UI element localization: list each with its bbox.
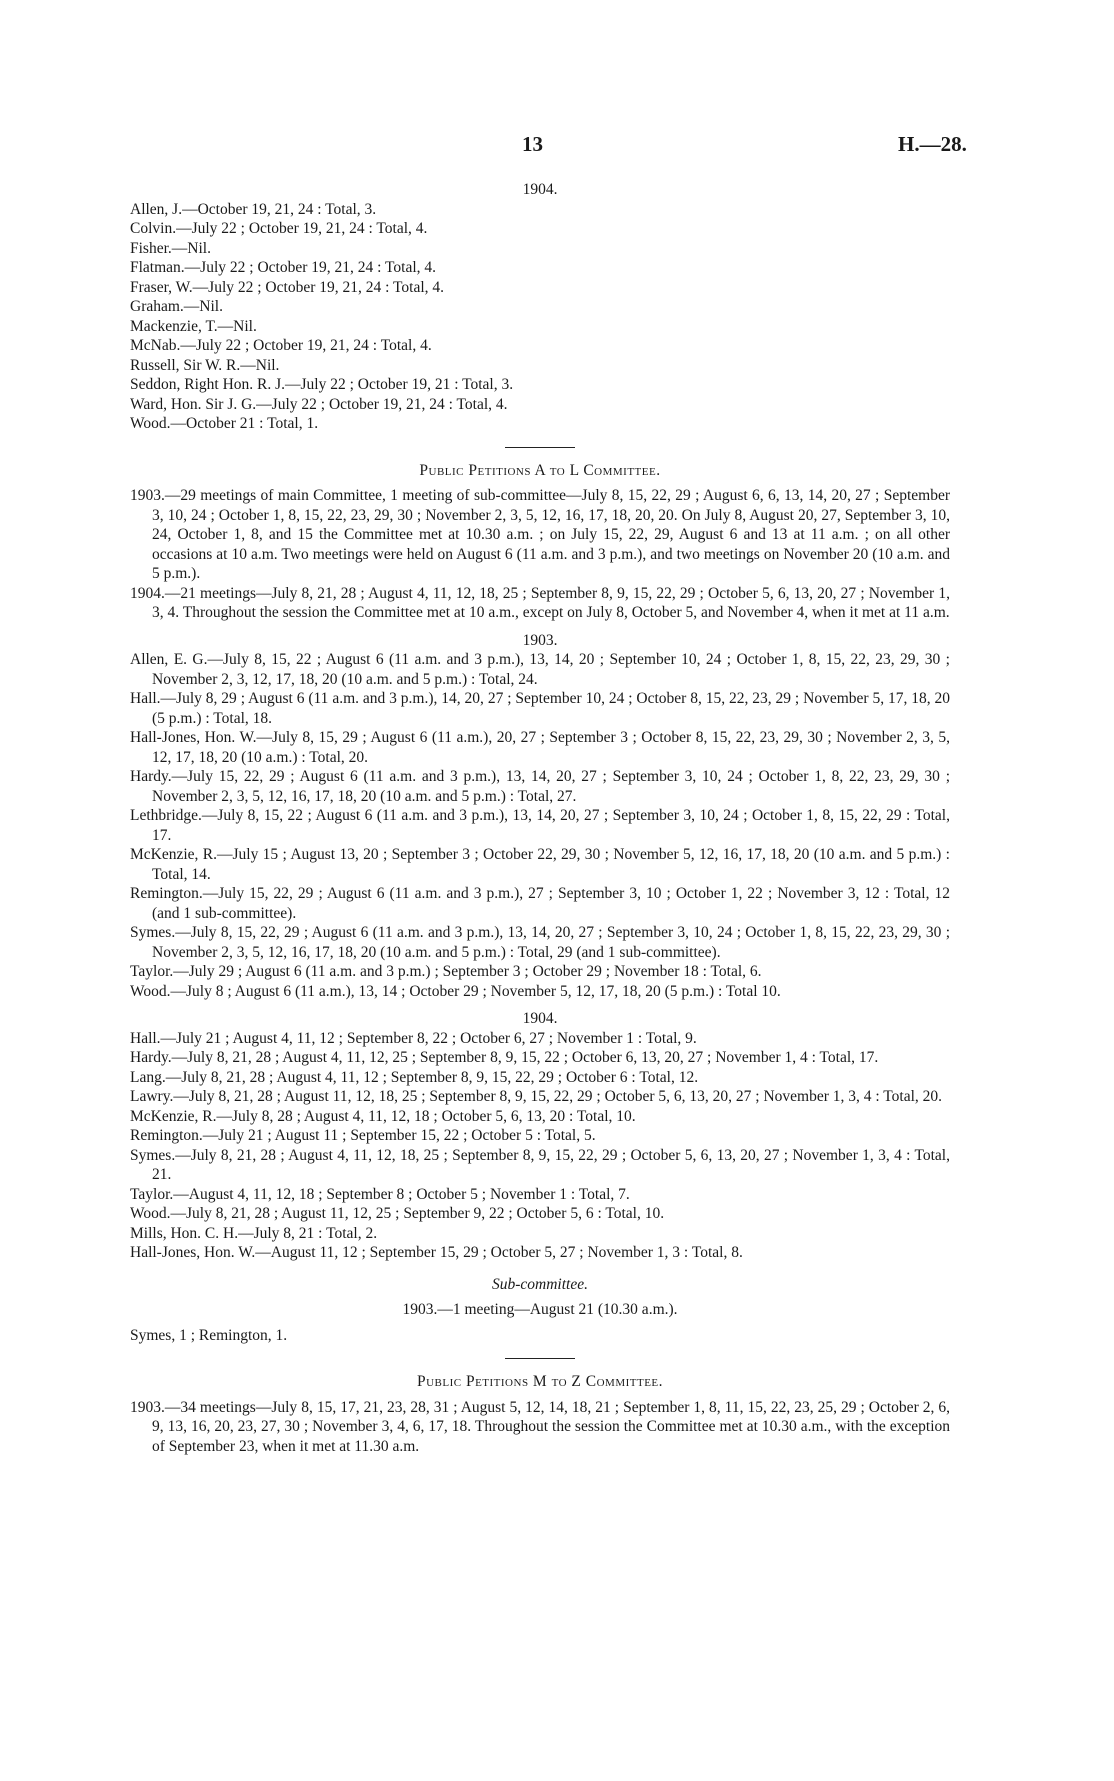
section-title-petitions-a-l: Public Petitions A to L Committee. (419, 461, 661, 479)
list-item: Allen, J.—October 19, 21, 24 : Total, 3. (130, 200, 377, 218)
list-item: Taylor.—July 29 ; August 6 (11 a.m. and 3 p.m.) ; September 3 ; October 29 ; November 18 : Total, 6. (130, 963, 762, 980)
sub-committee-meeting: 1903.—1 meeting—August 21 (10.30 a.m.). (402, 1301, 678, 1318)
list-item: Symes.—July 8, 21, 28 ; August 4, 11, 12, 18, 25 ; September 8, 9, 15, 22, 29 ; October 5, 6, 13, 20, 27 ; November 1, 3, 4 : Total, 21. (130, 1146, 950, 1183)
section-divider (505, 1358, 575, 1359)
list-item: Symes.—July 8, 15, 22, 29 ; August 6 (11 a.m. and 3 p.m.), 13, 14, 20, 27 ; September 3, 10, 24 ; October 1, 8, 15, 22, 23, 29, 30 ; November 2, 3, 5, 12, 16, 17, 18, 20 (10 a.m. and 5 p.m.) : Total, 29 (and 1 sub-committee). (130, 924, 950, 961)
list-item: Allen, E. G.—July 8, 15, 22 ; August 6 (11 a.m. and 3 p.m.), 13, 14, 20 ; September 10, 24 ; October 1, 8, 15, 22, 23, 29, 30 ; November 2, 3, 12, 17, 18, 20 (10 a.m. and 5 p.m.) : Total, 24. (130, 651, 950, 688)
list-item: Wood.—July 8 ; August 6 (11 a.m.), 13, 14 ; October 29 ; November 5, 12, 17, 18, 20 (5 p.m.) : Total 10. (130, 982, 781, 1000)
list-item: Mills, Hon. C. H.—July 8, 21 : Total, 2. (130, 1224, 378, 1242)
attendance-list-1904 (130, 1029, 950, 1263)
list-item: Russell, Sir W. R.—Nil. (130, 356, 280, 374)
sub-committee-title: Sub-committee. (492, 1275, 588, 1293)
meetings-paragraph-1903: 1903.—29 meetings of main Committee, 1 meeting of sub-committee—July 8, 15, 22, 29 ; August 6, 6, 13, 14, 20, 27 ; September 3, 10, 24 ; October 1, 8, 15, 22, 23, 29, 30 ; November 2, 3, 5, 12, 16, 17, 18, 20, 20. On July 8, August 20, 27, September 3, 10, 24, October 1, 8, and 15 the Committee met at 10.30 a.m. ; on July 15, 22, 29, August 6 and 13 at 11 a.m. ; on all other occasions at 10 a.m. Two meetings were held on August 6 (11 a.m. and 3 p.m.), and two meetings on November 20 (10 a.m. and 5 p.m.). (130, 487, 950, 582)
list-item: Flatman.—July 22 ; October 19, 21, 24 : Total, 4. (130, 259, 437, 276)
list-item: Graham.—Nil. (130, 298, 223, 315)
sub-committee-members: Symes, 1 ; Remington, 1. (130, 1326, 288, 1344)
list-item: Lang.—July 8, 21, 28 ; August 4, 11, 12 ; September 8, 9, 15, 22, 29 ; October 6 : Total, 12. (130, 1068, 699, 1086)
list-item: Lethbridge.—July 8, 15, 22 ; August 6 (11 a.m. and 3 p.m.), 13, 14, 20, 27 ; September 3, 10, 24 ; October 1, 8, 15, 22, 29 : Total, 17. (130, 807, 950, 844)
attendance-list-1904 (130, 200, 950, 434)
page-number: 13 (522, 132, 543, 156)
year-heading-1904: 1904. (522, 1010, 558, 1027)
list-item: Hardy.—July 15, 22, 29 ; August 6 (11 a.m. and 3 p.m.), 13, 14, 20, 27 ; September 3, 10, 24 ; October 1, 8, 22, 23, 29, 30 ; November 2, 3, 5, 12, 16, 17, 18, 20 (10 a.m. and 5 p.m.) : Total, 27. (130, 768, 950, 805)
list-item: Hall-Jones, Hon. W.—July 8, 15, 29 ; August 6 (11 a.m.), 20, 27 ; September 3 ; October 8, 15, 22, 23, 29, 30 ; November 2, 3, 5, 12, 17, 18, 20 (10 a.m.) : Total, 20. (130, 729, 950, 766)
section-title-petitions-m-z: Public Petitions M to Z Committee. (416, 1373, 664, 1390)
list-item: McKenzie, R.—July 15 ; August 13, 20 ; September 3 ; October 22, 29, 30 ; November 5, 12, 16, 17, 18, 20 (10 a.m. and 5 p.m.) : Total, 14. (130, 846, 950, 883)
list-item: Remington.—July 15, 22, 29 ; August 6 (11 a.m. and 3 p.m.), 27 ; September 3, 10 ; October 1, 22 ; November 3, 12 : Total, 12 (and 1 sub-committee). (130, 885, 950, 922)
list-item: Lawry.—July 8, 21, 28 ; August 11, 12, 18, 25 ; September 8, 9, 15, 22, 29 ; October 5, 6, 13, 20, 27 ; November 1, 3, 4 : Total, 20. (130, 1088, 943, 1105)
list-item: Remington.—July 21 ; August 11 ; September 15, 22 ; October 5 : Total, 5. (130, 1127, 596, 1144)
page-content (130, 180, 950, 1456)
list-item: Mackenzie, T.—Nil. (130, 317, 257, 335)
list-item: Fisher.—Nil. (130, 239, 211, 257)
list-item: Hall.—July 21 ; August 4, 11, 12 ; September 8, 22 ; October 6, 27 ; November 1 : Total, 9. (130, 1029, 697, 1047)
attendance-list-1903 (130, 650, 950, 1001)
list-item: Hall-Jones, Hon. W.—August 11, 12 ; September 15, 29 ; October 5, 27 ; November 1, 3 : Total, 8. (130, 1244, 743, 1261)
list-item: McKenzie, R.—July 8, 28 ; August 4, 11, 12, 18 ; October 5, 6, 13, 20 : Total, 10. (130, 1107, 636, 1125)
list-item: Colvin.—July 22 ; October 19, 21, 24 : Total, 4. (130, 220, 428, 237)
list-item: Wood.—October 21 : Total, 1. (130, 415, 319, 432)
list-item: Taylor.—August 4, 11, 12, 18 ; September 8 ; October 5 ; November 1 : Total, 7. (130, 1185, 630, 1203)
meetings-paragraph-1903: 1903.—34 meetings—July 8, 15, 17, 21, 23, 28, 31 ; August 5, 12, 14, 18, 21 ; September 1, 8, 11, 15, 22, 23, 25, 29 ; October 2, 6, 9, 13, 16, 20, 23, 27, 30 ; November 3, 4, 6, 17, 18. Throughout the session the Committee met at 10.30 a.m., with the exception of September 23, when it met at 11.30 a.m. (130, 1398, 950, 1455)
year-heading-1903: 1903. (522, 631, 558, 649)
list-item: Wood.—July 8, 21, 28 ; August 11, 12, 25 ; September 9, 22 ; October 5, 6 : Total, 10. (130, 1205, 665, 1222)
meetings-paragraph-1904: 1904.—21 meetings—July 8, 21, 28 ; August 4, 11, 12, 18, 25 ; September 8, 9, 15, 22, 29 ; October 5, 6, 13, 20, 27 ; November 1, 3, 4. Throughout the session the Committee met at 10 a.m., except on July 8, October 5, and November 4, when it met at 11 a.m. (130, 584, 950, 621)
list-item: Ward, Hon. Sir J. G.—July 22 ; October 19, 21, 24 : Total, 4. (130, 395, 508, 413)
year-heading-1904: 1904. (522, 181, 558, 198)
list-item: McNab.—July 22 ; October 19, 21, 24 : Total, 4. (130, 337, 432, 354)
list-item: Fraser, W.—July 22 ; October 19, 21, 24 : Total, 4. (130, 278, 445, 296)
section-divider (505, 447, 575, 448)
list-item: Hall.—July 8, 29 ; August 6 (11 a.m. and 3 p.m.), 14, 20, 27 ; September 10, 24 ; October 8, 15, 22, 23, 29 ; November 5, 17, 18, 20 (5 p.m.) : Total, 18. (130, 690, 950, 727)
list-item: Seddon, Right Hon. R. J.—July 22 ; October 19, 21 : Total, 3. (130, 376, 514, 393)
list-item: Hardy.—July 8, 21, 28 ; August 4, 11, 12, 25 ; September 8, 9, 15, 22 ; October 6, 13, 20, 27 ; November 1, 4 : Total, 17. (130, 1049, 879, 1066)
document-reference: H.—28. (898, 132, 967, 156)
